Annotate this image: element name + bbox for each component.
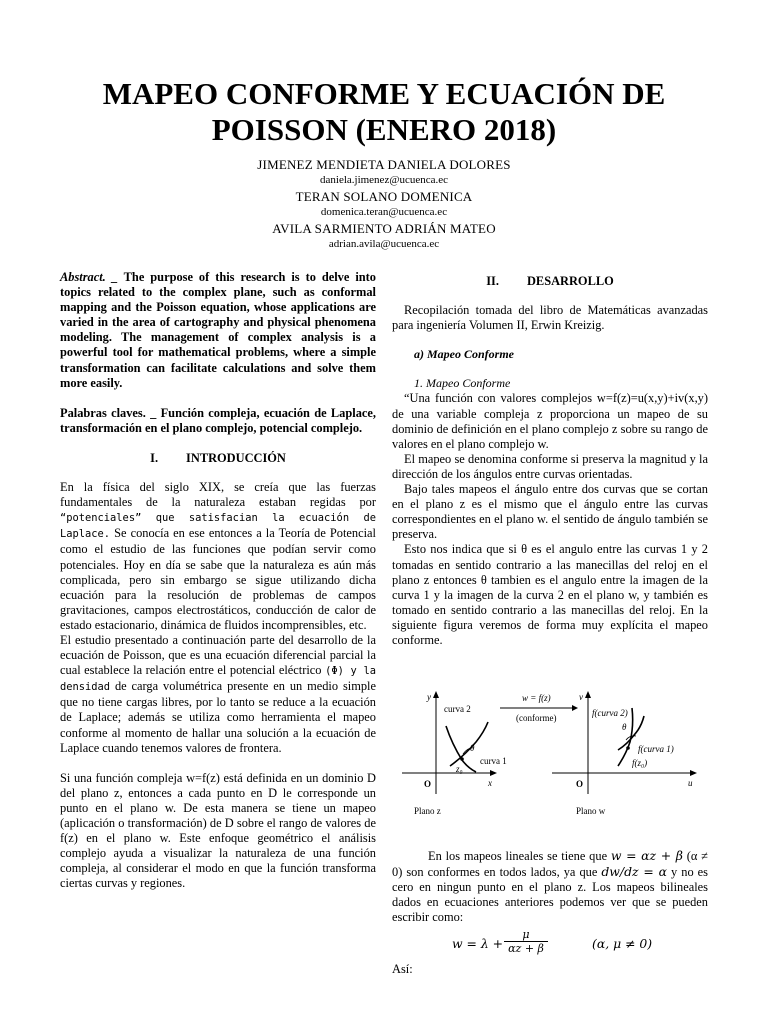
- intro-text: de carga volumétrica presente en un medio simple que no tiene cargas libres, por lo tanto se reduce a la ecuación de Laplace; además se utiliza como herramienta el mapeo conforme al momento de hallar una solución a la ecuación de Laplace cuando tenemos valores de frontera.: [60, 679, 376, 755]
- section-heading-desarrollo: [392, 274, 708, 289]
- map-label: w = f(z): [522, 693, 551, 704]
- equation-denominator: αz + β: [508, 941, 544, 955]
- z-plane-y-arrow: [433, 691, 439, 698]
- map-arrow-head: [572, 705, 578, 711]
- intro-paragraph-2: [60, 633, 376, 756]
- equation-fraction: [504, 928, 548, 955]
- lineal-text: y no es cero en ningun punto en el plano z. Los mapeos bilineales dados en ecuaciones anteriores podemos ver que se pueden escribir como:: [392, 865, 708, 925]
- z-plane-x-arrow: [490, 770, 497, 776]
- section-heading-introduccion: [60, 451, 376, 466]
- equation-lineal: w = αz + β: [610, 848, 683, 864]
- lineal-text: (α ≠ 0) son conformes en todos lados, ya que: [392, 849, 708, 880]
- left-column: [60, 270, 376, 891]
- keywords: Palabras claves. _ Función compleja, ecuación de Laplace, transformación en el plano complejo, potencial complejo.: [60, 405, 376, 435]
- w-curve-2-label: f(curva 2): [592, 708, 628, 719]
- w-plane-origin: O: [576, 779, 584, 790]
- author-email[interactable]: domenica.teran@ucuenca.ec: [320, 206, 448, 218]
- theta-paragraph: Esto nos indica que si θ es el angulo entre las curvas 1 y 2 tomadas en sentido contrario a las manecillas del reloj en el plano z entonces θ tambien es el angulo entre la imagen de la curva 1 y la imagen de la curva 2 en el plano w, y también es tomado en sentido contrario a las manecillas del reloj. En la siguiente figura veremos de forma muy explícita el mapeo conforme.: [392, 542, 708, 647]
- equation-bilineal-lhs: w = λ +: [452, 935, 504, 951]
- abstract-text: The purpose of this research is to delve into topics related to the complex plane, such as conformal mapping and the Poisson equation, whose applications are varied in the area of cartography and physical phenomena modeling. The management of complex analysis is a powerful tool for mathematical problems, where a simple transformation can facilitate calculations and solve them more easily.: [60, 270, 376, 390]
- w-plane-u-arrow: [690, 770, 697, 776]
- author-name: AVILA SARMIENTO ADRIÁN MATEO: [272, 221, 496, 236]
- fz0-point: [626, 746, 630, 750]
- abstract: [60, 270, 376, 391]
- equation-numerator: μ: [504, 928, 548, 942]
- section-title: DESARROLLO: [526, 274, 614, 288]
- author-email[interactable]: adrian.avila@ucuenca.ec: [328, 238, 440, 250]
- author-name: TERAN SOLANO DOMENICA: [295, 189, 473, 204]
- angle-paragraph: Bajo tales mapeos el ángulo entre dos curvas que se cortan en el plano z es el mismo que el ángulo entre las curvas correspondientes en el plano w. el sentido de ángulo también se preserva.: [392, 482, 708, 542]
- intro-text-mono: (Φ) y la densidad: [60, 665, 377, 694]
- fz0-label: f(z₀): [632, 758, 648, 769]
- equation-bilineal: [392, 928, 708, 958]
- right-column: [392, 270, 708, 977]
- z0-point: [460, 757, 464, 761]
- asi-label: Así:: [392, 961, 413, 976]
- intro-text: El estudio presentado a continuación parte del desarrollo de la ecuación de Poisson, que es una ecuación diferencial parcial la cual establece la relación entre el potencial eléctrico: [60, 632, 376, 678]
- subsubsection-heading: 1. Mapeo Conforme: [414, 376, 511, 391]
- intro-text: En la física del siglo XIX, se creía que las fuerzas fundamentales de la naturaleza estaban regidas por: [60, 480, 376, 510]
- intro-paragraph-1: [60, 480, 376, 633]
- section-number: II.: [486, 274, 499, 288]
- w-plane-v-arrow: [585, 691, 591, 698]
- author-name: JIMENEZ MENDIETA DANIELA DOLORES: [257, 157, 511, 172]
- w-angle-label: θ: [622, 722, 627, 733]
- z-curve-2-label: curva 2: [444, 704, 471, 715]
- z-angle-label: θ: [470, 743, 475, 754]
- equation-condition: (α, μ ≠ 0): [592, 935, 653, 951]
- conforme-paragraph: El mapeo se denomina conforme si preserva la magnitud y la dirección de los ángulos entre curvas orientadas.: [392, 451, 708, 481]
- z-plane-origin: O: [424, 779, 432, 790]
- author-email[interactable]: daniela.jimenez@ucuenca.ec: [320, 174, 448, 186]
- z-plane-y-label: y: [427, 692, 431, 703]
- conformal-mapping-figure: [392, 686, 708, 826]
- intro-text-mono: “potenciales” que satisfacian la ecuación de Laplace.: [60, 512, 376, 541]
- map-caption: (conforme): [516, 713, 557, 724]
- intro-text: Se conocía en ese entonces a la Teoría de Potencial como el estudio de las funciones que podían servir como potenciales. Hoy en día se sabe que la naturaleza es aún más complicada, pero sin embargo se sigue utilizando dicha ecuación para la resolución de problemas de campos gravitaciones, campos electrostáticos, conducción de calor de estado estacionario, dinámica de fluidos incomprensibles, etc.: [60, 526, 376, 632]
- paper-title: MAPEO CONFORME Y ECUACIÓN DE POISSON (ENERO 2018): [102, 76, 666, 147]
- author-block: [100, 156, 668, 252]
- abstract-label: Abstract. _: [60, 270, 118, 284]
- w-curve-1-label: f(curva 1): [638, 744, 674, 755]
- source-paragraph: Recopilación tomada del libro de Matemáticas avanzadas para ingeniería Volumen II, Erwin Kreizig.: [392, 303, 708, 333]
- z-plane-title: Plano z: [414, 806, 441, 817]
- section-title: INTRODUCCIÓN: [186, 450, 286, 465]
- w-plane-v-label: v: [579, 692, 583, 703]
- equation-derivative: dw/dz = α: [601, 864, 668, 880]
- w-plane-u-label: u: [688, 778, 693, 789]
- section-number: I.: [150, 450, 159, 465]
- intro-paragraph-3: Si una función compleja w=f(z) está definida en un dominio D del plano z, entonces a cada punto en D le corresponde un punto en el plano w. De esta manera se tiene un mapeo (aplicación o transformación) de D sobre el rango de valores de f(z) en el plano w. Este enfoque geométrico el análisis complejo ayuda a visualizar la naturaleza de una función compleja, al considerar el modo en que la función transforma ciertas curvas y regiones.: [60, 770, 376, 891]
- subsection-heading: a) Mapeo Conforme: [414, 347, 514, 362]
- z-curve-1-label: curva 1: [480, 756, 507, 767]
- z-plane-x-label: x: [488, 778, 492, 789]
- w-plane-title: Plano w: [576, 806, 606, 817]
- lineal-text: En los mapeos lineales se tiene que: [428, 849, 608, 864]
- z0-label: z₀: [456, 764, 463, 775]
- quote-paragraph: “Una función con valores complejos w=f(z)=u(x,y)+iv(x,y) de una variable compleja z proporciona un mapeo de su dominio de definición en el plano complejo z sobre su rango de valores en el plano complejo w.: [392, 391, 708, 451]
- lineal-paragraph: [392, 848, 708, 925]
